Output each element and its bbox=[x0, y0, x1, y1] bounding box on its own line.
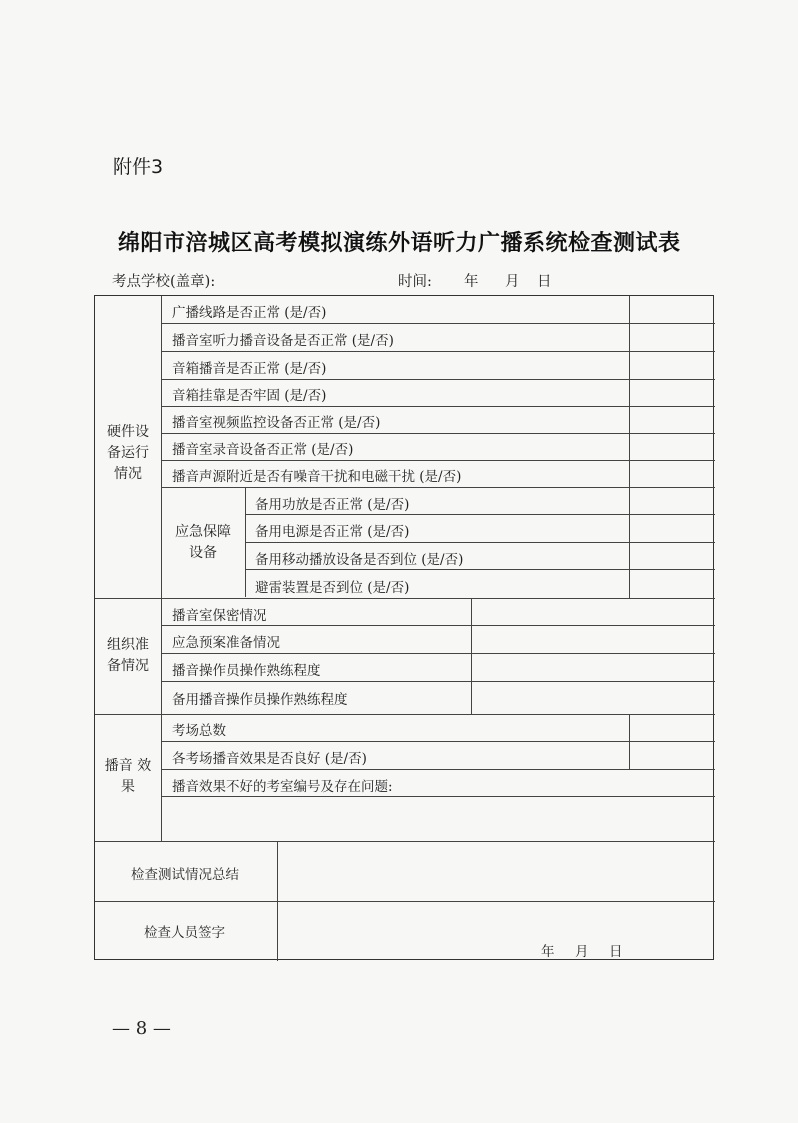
row-line bbox=[161, 460, 715, 461]
signature-day-label: 日 bbox=[609, 944, 623, 960]
row-line bbox=[161, 323, 715, 324]
row-line bbox=[161, 769, 715, 770]
group-label-line: 硬件设 bbox=[107, 424, 149, 440]
signature-month-label: 月 bbox=[575, 944, 589, 960]
emergency-item: 备用功放是否正常 (是/否) bbox=[255, 497, 410, 513]
broadcast-group-label bbox=[95, 756, 161, 798]
broadcast-item: 考场总数 bbox=[172, 723, 226, 739]
row-line bbox=[245, 514, 715, 515]
hardware-item: 播音声源附近是否有噪音干扰和电磁干扰 (是/否) bbox=[172, 469, 462, 485]
date-year-label: 年 bbox=[464, 274, 479, 290]
date-month-label: 月 bbox=[505, 274, 520, 290]
hardware-item: 播音室视频监控设备否正常 (是/否) bbox=[172, 415, 381, 431]
answer-column-divider-hardware bbox=[629, 296, 630, 598]
row-line bbox=[161, 796, 715, 797]
row-line bbox=[161, 406, 715, 407]
hardware-item: 播音室听力播音设备是否正常 (是/否) bbox=[172, 333, 394, 349]
group-label-line: 设备 bbox=[189, 545, 217, 561]
group-divider bbox=[95, 841, 715, 842]
row-line bbox=[161, 653, 715, 654]
signature-label: 检查人员签字 bbox=[144, 925, 225, 941]
organization-item: 应急预案准备情况 bbox=[172, 635, 280, 651]
row-line bbox=[161, 351, 715, 352]
school-label: 考点学校(盖章): bbox=[112, 274, 216, 290]
group-label-line: 备情况 bbox=[107, 658, 149, 674]
document-title: 绵阳市涪城区高考模拟演练外语听力广播系统检查测试表 bbox=[118, 230, 681, 256]
row-line bbox=[161, 487, 715, 488]
organization-item: 播音室保密情况 bbox=[172, 608, 267, 624]
group-divider bbox=[95, 598, 715, 599]
answer-column-divider-organization bbox=[471, 598, 472, 714]
emergency-item: 备用移动播放设备是否到位 (是/否) bbox=[255, 552, 464, 568]
group-label-line: 果 bbox=[121, 779, 135, 795]
broadcast-item: 播音效果不好的考室编号及存在问题: bbox=[172, 779, 393, 795]
organization-item: 播音操作员操作熟练程度 bbox=[172, 663, 321, 679]
group-label-line: 应急保障 bbox=[175, 524, 231, 540]
hardware-item: 音箱播音是否正常 (是/否) bbox=[172, 361, 327, 377]
time-label: 时间: bbox=[398, 274, 432, 290]
hardware-item: 广播线路是否正常 (是/否) bbox=[172, 305, 327, 321]
signature-year-label: 年 bbox=[541, 944, 555, 960]
group-column-divider bbox=[161, 296, 162, 841]
date-day-label: 日 bbox=[537, 274, 552, 290]
hardware-item: 播音室录音设备否正常 (是/否) bbox=[172, 442, 354, 458]
organization-item: 备用播音操作员操作熟练程度 bbox=[172, 692, 348, 708]
emergency-item: 避雷装置是否到位 (是/否) bbox=[255, 580, 410, 596]
row-line bbox=[161, 741, 715, 742]
row-line bbox=[161, 625, 715, 626]
summary-label: 检查测试情况总结 bbox=[131, 867, 239, 883]
group-label-line: 情况 bbox=[114, 466, 142, 482]
inspection-form-table bbox=[94, 295, 714, 960]
emergency-item: 备用电源是否正常 (是/否) bbox=[255, 524, 410, 540]
group-divider bbox=[95, 714, 715, 715]
row-line bbox=[161, 681, 715, 682]
row-line bbox=[245, 542, 715, 543]
group-divider bbox=[95, 901, 715, 902]
group-label-line: 播音 效 bbox=[104, 758, 152, 774]
broadcast-item: 各考场播音效果是否良好 (是/否) bbox=[172, 751, 367, 767]
organization-group-label bbox=[95, 635, 161, 677]
attachment-label: 附件3 bbox=[113, 156, 164, 178]
hardware-item: 音箱挂靠是否牢固 (是/否) bbox=[172, 388, 327, 404]
hardware-group-label bbox=[95, 422, 161, 485]
row-line bbox=[161, 433, 715, 434]
row-line bbox=[161, 379, 715, 380]
group-label-line: 组织准 bbox=[107, 637, 149, 653]
row-line bbox=[245, 569, 715, 570]
emergency-group-label bbox=[161, 522, 245, 564]
page-number: — 8 — bbox=[112, 1018, 171, 1039]
group-label-line: 备运行 bbox=[107, 445, 149, 461]
